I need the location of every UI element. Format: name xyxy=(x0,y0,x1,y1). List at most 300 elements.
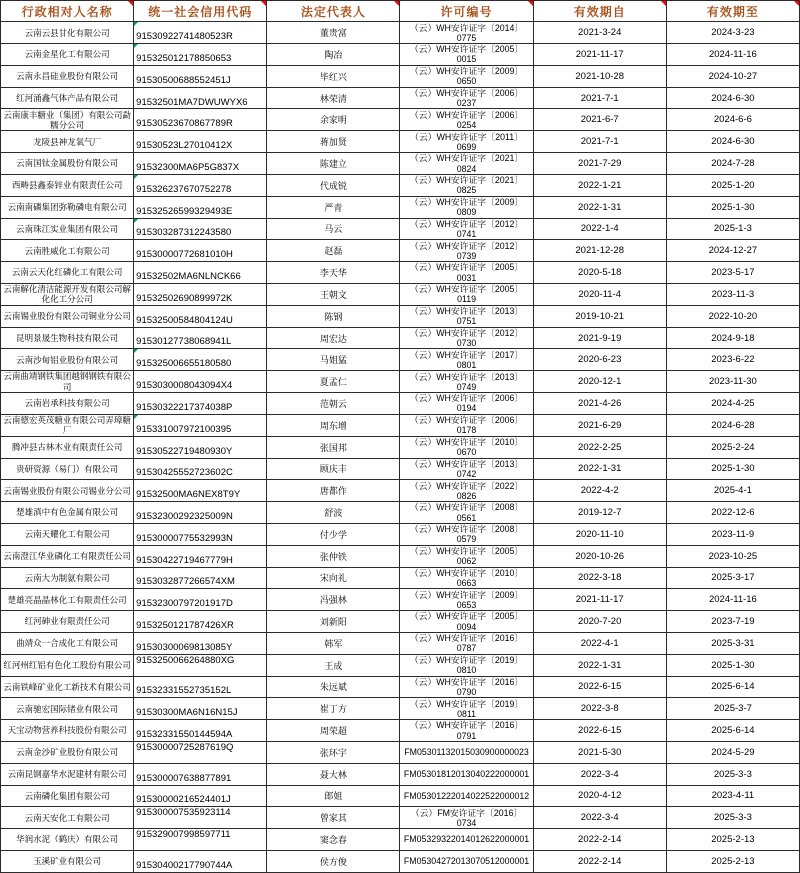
cell-credit-code xyxy=(134,676,267,698)
cell-company-name: 云南金沙矿业股份有限公司 xyxy=(1,741,134,763)
license-line2: 0787 xyxy=(456,643,477,654)
cell-license-number xyxy=(400,632,533,654)
license-line2: 0670 xyxy=(456,447,477,458)
table-row xyxy=(1,87,800,109)
cell-valid-to: 2025-3-31 xyxy=(666,632,799,654)
cell-license-number xyxy=(400,611,533,633)
table-row xyxy=(1,720,800,742)
table-header-row xyxy=(1,1,800,22)
license-line2: 0178 xyxy=(456,425,477,436)
cell-credit-code xyxy=(134,283,267,305)
credit-code-value: 91530000775532993N xyxy=(136,532,233,544)
credit-code-value: 9153032877266574XM xyxy=(136,576,235,588)
cell-company-name: 云南珠江实业集团有限公司 xyxy=(1,218,134,240)
cell-company-name: 云南沙甸铝业股份有限公司 xyxy=(1,349,134,371)
cell-valid-from: 2021-10-28 xyxy=(533,65,666,87)
cell-legal-rep: 周东增 xyxy=(267,414,400,436)
license-line2: 0579 xyxy=(456,534,477,545)
cell-license-number xyxy=(400,741,533,763)
license-line2: 0742 xyxy=(456,468,477,479)
cell-legal-rep: 严青 xyxy=(267,196,400,218)
cell-legal-rep: 陈钢 xyxy=(267,305,400,327)
cell-valid-to: 2022-10-20 xyxy=(666,305,799,327)
cell-company-name: 云南云天化红磷化工有限公司 xyxy=(1,262,134,284)
license-line1: （云）WH安许证字〔2017〕 xyxy=(409,349,524,360)
license-line1: （云）WH安许证字〔2021〕 xyxy=(409,175,524,186)
cell-credit-code xyxy=(134,87,267,109)
green-corner-marker-icon xyxy=(134,175,138,179)
cell-valid-to: 2023-5-17 xyxy=(666,262,799,284)
cell-company-name: 云南曲靖钢铁集团越钢钢铁有限公司 xyxy=(1,371,134,393)
cell-company-name: 龙陵县神龙氧气厂 xyxy=(1,131,134,153)
cell-license-number xyxy=(400,349,533,371)
cell-legal-rep: 陶冶 xyxy=(267,44,400,66)
green-corner-marker-icon xyxy=(134,44,138,48)
license-line2: 0653 xyxy=(456,599,477,610)
cell-legal-rep: 陈建立 xyxy=(267,153,400,175)
cell-legal-rep: 侯方俊 xyxy=(267,850,400,872)
cell-valid-to: 2023-11-9 xyxy=(666,523,799,545)
table-row xyxy=(1,523,800,545)
cell-valid-from: 2020-5-18 xyxy=(533,262,666,284)
license-line1: （云）WH安许证字〔2014〕 xyxy=(409,22,524,33)
cell-credit-code xyxy=(134,698,267,720)
cell-license-number xyxy=(400,676,533,698)
table-row xyxy=(1,22,800,44)
credit-code-value: 91530400217790744A xyxy=(136,860,233,872)
cell-company-name: 云南大为制氨有限公司 xyxy=(1,567,134,589)
table-row xyxy=(1,393,800,415)
cell-valid-from: 2021-12-28 xyxy=(533,240,666,262)
cell-company-name: 红河州红铝有色化工股份有限公司 xyxy=(1,654,134,676)
cell-valid-to: 2025-1-30 xyxy=(666,196,799,218)
credit-code-value: 91530000216524401J xyxy=(136,794,231,806)
credit-code-value: 91532500MA6NEX8T9Y xyxy=(136,489,241,501)
license-line1: （云）WH安许证字〔2009〕 xyxy=(409,66,524,77)
cell-license-number xyxy=(400,763,533,785)
license-line2: 0561 xyxy=(456,512,477,523)
cell-valid-from: 2020-12-1 xyxy=(533,371,666,393)
table-row xyxy=(1,785,800,807)
cell-valid-to: 2025-1-30 xyxy=(666,654,799,676)
license-line1: （云）WH安许证字〔2009〕 xyxy=(409,589,524,600)
cell-company-name: 楚雄滇中有色金属有限公司 xyxy=(1,502,134,524)
license-line1: （云）WH安许证字〔2009〕 xyxy=(409,197,524,208)
cell-credit-code xyxy=(134,65,267,87)
cell-valid-from: 2022-3-8 xyxy=(533,698,666,720)
cell-license-number xyxy=(400,196,533,218)
cell-credit-code xyxy=(134,327,267,349)
license-line2: 0826 xyxy=(456,490,477,501)
cell-credit-code xyxy=(134,371,267,393)
table-row xyxy=(1,65,800,87)
license-line2: 0790 xyxy=(456,686,477,697)
license-line1: FM05301812013040222000001 xyxy=(403,769,530,780)
cell-valid-from: 2020-11-10 xyxy=(533,523,666,545)
cell-credit-code xyxy=(134,545,267,567)
cell-valid-to: 2025-2-13 xyxy=(666,829,799,851)
red-corner-marker-icon xyxy=(128,1,133,6)
cell-company-name: 云南南磷集团弥勒磷电有限公司 xyxy=(1,196,134,218)
cell-valid-from: 2022-1-31 xyxy=(533,654,666,676)
license-line2: 0119 xyxy=(457,294,476,305)
cell-credit-code xyxy=(134,567,267,589)
cell-company-name: 云南昆钢嘉华水泥建材有限公司 xyxy=(1,763,134,785)
table-row xyxy=(1,371,800,393)
license-line1: （云）WH安许证字〔2013〕 xyxy=(409,371,524,382)
license-line1: （云）FM安许证字〔2016〕 xyxy=(410,807,523,818)
cell-legal-rep: 董贵富 xyxy=(267,22,400,44)
cell-valid-to: 2022-12-6 xyxy=(666,502,799,524)
credit-code-value: 915300007638877891 xyxy=(136,772,232,784)
table-row xyxy=(1,349,800,371)
cell-credit-code xyxy=(134,393,267,415)
cell-credit-code xyxy=(134,829,267,851)
license-line2: 0824 xyxy=(456,163,477,174)
cell-valid-to: 2023-11-3 xyxy=(666,283,799,305)
header-legal-rep: 法定代表人 xyxy=(267,1,400,22)
cell-license-number xyxy=(400,545,533,567)
cell-license-number xyxy=(400,436,533,458)
cell-license-number xyxy=(400,523,533,545)
cell-credit-code xyxy=(134,436,267,458)
cell-credit-code xyxy=(134,218,267,240)
cell-valid-to: 2023-11-30 xyxy=(666,371,799,393)
table-row xyxy=(1,567,800,589)
cell-valid-from: 2021-5-30 xyxy=(533,741,666,763)
credit-code-value: 91532526599329493E xyxy=(136,205,233,217)
cell-license-number xyxy=(400,131,533,153)
cell-license-number xyxy=(400,458,533,480)
green-corner-marker-icon xyxy=(134,349,138,353)
cell-credit-code xyxy=(134,654,267,676)
cell-license-number xyxy=(400,44,533,66)
cell-legal-rep: 聂大林 xyxy=(267,763,400,785)
cell-company-name: 云南锡业股份有限公司锡业分公司 xyxy=(1,480,134,502)
cell-company-name: 云南磷化集团有限公司 xyxy=(1,785,134,807)
table-row xyxy=(1,153,800,175)
cell-license-number xyxy=(400,65,533,87)
cell-valid-from: 2022-4-2 xyxy=(533,480,666,502)
cell-valid-from: 2022-2-14 xyxy=(533,850,666,872)
license-line2: 0775 xyxy=(456,32,477,43)
cell-credit-code xyxy=(134,720,267,742)
cell-valid-to: 2024-3-23 xyxy=(666,22,799,44)
cell-valid-to: 2025-3-3 xyxy=(666,763,799,785)
license-line1: （云）WH安许证字〔2005〕 xyxy=(409,262,524,273)
cell-credit-code xyxy=(134,611,267,633)
table-row xyxy=(1,327,800,349)
cell-legal-rep: 毕红兴 xyxy=(267,65,400,87)
cell-company-name: 云南金星化工有限公司 xyxy=(1,44,134,66)
cell-credit-code xyxy=(134,174,267,196)
license-line1: （云）WH安许证字〔2013〕 xyxy=(409,306,524,317)
cell-license-number xyxy=(400,829,533,851)
license-line1: （云）WH安许证字〔2016〕 xyxy=(409,633,524,644)
license-line2: 0811 xyxy=(457,708,476,719)
cell-legal-rep: 张仲铁 xyxy=(267,545,400,567)
header-valid-to: 有效期至 xyxy=(666,1,799,22)
credit-code-value: 9153250066264880XG xyxy=(136,654,235,666)
cell-valid-from: 2022-1-31 xyxy=(533,196,666,218)
license-line1: （云）WH安许证字〔2005〕 xyxy=(409,546,524,557)
header-credit-code: 统一社会信用代码 xyxy=(134,1,267,22)
cell-legal-rep: 马云 xyxy=(267,218,400,240)
cell-legal-rep: 朱远斌 xyxy=(267,676,400,698)
cell-company-name: 云南澄江华业磷化工有限责任公司 xyxy=(1,545,134,567)
credit-code-value: 91530000725287619Q xyxy=(136,741,234,753)
cell-credit-code xyxy=(134,44,267,66)
license-line1: （云）WH安许证字〔2016〕 xyxy=(409,720,524,731)
cell-credit-code xyxy=(134,22,267,44)
cell-valid-to: 2025-2-13 xyxy=(666,850,799,872)
cell-valid-to: 2023-4-11 xyxy=(666,785,799,807)
table-row xyxy=(1,829,800,851)
table-row xyxy=(1,763,800,785)
cell-valid-from: 2022-3-4 xyxy=(533,807,666,829)
cell-valid-from: 2020-7-20 xyxy=(533,611,666,633)
license-line1: （云）WH安许证字〔2012〕 xyxy=(409,218,524,229)
cell-company-name: 云南国钛金属股份有限公司 xyxy=(1,153,134,175)
cell-credit-code xyxy=(134,741,267,763)
red-corner-marker-icon xyxy=(261,1,266,6)
license-line2: 0062 xyxy=(456,556,477,567)
table-row xyxy=(1,44,800,66)
cell-legal-rep: 冯强林 xyxy=(267,589,400,611)
license-line1: （云）WH安许证字〔2012〕 xyxy=(409,240,524,251)
cell-credit-code xyxy=(134,240,267,262)
cell-legal-rep: 夏孟仁 xyxy=(267,371,400,393)
license-line2: 0094 xyxy=(456,621,477,632)
table-row xyxy=(1,632,800,654)
cell-legal-rep: 顾庆丰 xyxy=(267,458,400,480)
license-line2: 0825 xyxy=(456,185,477,196)
cell-credit-code xyxy=(134,305,267,327)
cell-credit-code xyxy=(134,109,267,131)
license-line2: 0801 xyxy=(456,359,477,370)
cell-legal-rep: 周荣超 xyxy=(267,720,400,742)
cell-credit-code xyxy=(134,414,267,436)
cell-valid-to: 2024-7-28 xyxy=(666,153,799,175)
cell-license-number xyxy=(400,807,533,829)
cell-legal-rep: 付少学 xyxy=(267,523,400,545)
license-line2: 0015 xyxy=(456,54,477,65)
license-line1: （云）WH安许证字〔2008〕 xyxy=(409,502,524,513)
license-line2: 0194 xyxy=(456,403,477,414)
cell-company-name: 云南锡业股份有限公司铜业分公司 xyxy=(1,305,134,327)
cell-company-name: 腾冲县古林木业有限责任公司 xyxy=(1,436,134,458)
license-line1: （云）WH安许证字〔2011〕 xyxy=(410,131,523,142)
cell-valid-to: 2024-5-29 xyxy=(666,741,799,763)
credit-code-value: 91530300069813085Y xyxy=(136,641,233,653)
cell-valid-to: 2024-6-6 xyxy=(666,109,799,131)
cell-valid-from: 2021-11-17 xyxy=(533,589,666,611)
cell-legal-rep: 代成锐 xyxy=(267,174,400,196)
cell-license-number xyxy=(400,109,533,131)
license-line1: （云）WH安许证字〔2005〕 xyxy=(409,611,524,622)
cell-valid-to: 2025-1-20 xyxy=(666,174,799,196)
cell-credit-code xyxy=(134,196,267,218)
credit-code-value: 91530500688552451J xyxy=(136,74,231,86)
license-line1: （云）WH安许证字〔2006〕 xyxy=(409,109,524,120)
cell-company-name: 西畴县鑫泰锌业有限责任公司 xyxy=(1,174,134,196)
header-license-number: 许可编号 xyxy=(400,1,533,22)
cell-license-number xyxy=(400,283,533,305)
cell-valid-to: 2025-3-3 xyxy=(666,807,799,829)
license-line2: 0031 xyxy=(456,272,477,283)
cell-license-number xyxy=(400,22,533,44)
cell-company-name: 贵研资源（易门）有限公司 xyxy=(1,458,134,480)
license-line2: 0741 xyxy=(456,228,477,239)
cell-valid-from: 2020-11-4 xyxy=(533,283,666,305)
license-line2: 0751 xyxy=(456,316,477,327)
license-line1: （云）WH安许证字〔2013〕 xyxy=(409,458,524,469)
credit-code-value: 91532300MA6P5G837X xyxy=(136,161,240,173)
cell-legal-rep: 宋向礼 xyxy=(267,567,400,589)
table-row xyxy=(1,305,800,327)
cell-valid-to: 2023-10-25 xyxy=(666,545,799,567)
table-row xyxy=(1,807,800,829)
license-line1: （云）WH安许证字〔2012〕 xyxy=(409,327,524,338)
license-line2: 0650 xyxy=(456,76,477,87)
cell-valid-to: 2024-12-27 xyxy=(666,240,799,262)
cell-company-name: 红河砷业有限责任公司 xyxy=(1,611,134,633)
cell-company-name: 云南天安化工有限公司 xyxy=(1,807,134,829)
credit-code-value: 91532300797201917D xyxy=(136,598,233,610)
table-row xyxy=(1,240,800,262)
cell-license-number xyxy=(400,589,533,611)
cell-company-name: 曲靖众一合成化工有限公司 xyxy=(1,632,134,654)
cell-company-name: 云南胜威化工有限公司 xyxy=(1,240,134,262)
cell-valid-from: 2021-11-17 xyxy=(533,44,666,66)
cell-legal-rep: 林荣清 xyxy=(267,87,400,109)
cell-valid-to: 2025-1-3 xyxy=(666,218,799,240)
cell-license-number xyxy=(400,393,533,415)
cell-credit-code xyxy=(134,131,267,153)
cell-company-name: 云南云县甘化有限公司 xyxy=(1,22,134,44)
cell-valid-to: 2025-6-14 xyxy=(666,676,799,698)
license-line2: 0699 xyxy=(456,141,477,152)
cell-company-name: 云南驰宏国际锗业有限公司 xyxy=(1,698,134,720)
license-line2: 0730 xyxy=(456,338,477,348)
cell-company-name: 云南德宏英茂糖业有限公司弄璋糖厂 xyxy=(1,414,134,436)
credit-code-value: 91530523670867789R xyxy=(136,118,233,130)
red-corner-marker-icon xyxy=(528,1,533,6)
cell-credit-code xyxy=(134,458,267,480)
credit-code-value: 915303287312243580 xyxy=(136,227,232,239)
cell-credit-code xyxy=(134,480,267,502)
table-body xyxy=(1,22,800,873)
cell-company-name: 云南永昌硅业股份有限公司 xyxy=(1,65,134,87)
red-corner-marker-icon xyxy=(661,1,666,6)
cell-valid-from: 2022-2-25 xyxy=(533,436,666,458)
credit-code-value: 9153250121787426XR xyxy=(136,619,234,631)
cell-credit-code xyxy=(134,502,267,524)
green-corner-marker-icon xyxy=(134,22,138,26)
cell-company-name: 昆明景晟生物科技有限公司 xyxy=(1,327,134,349)
license-line1: FM05301222014022522000012 xyxy=(403,790,530,801)
cell-license-number xyxy=(400,327,533,349)
license-line2: 0254 xyxy=(456,119,477,130)
license-line1: （云）WH安许证字〔2021〕 xyxy=(409,153,524,164)
cell-credit-code xyxy=(134,523,267,545)
license-line1: FM05329322014012622000001 xyxy=(403,834,530,845)
cell-company-name: 红河涌鑫气体产品有限公司 xyxy=(1,87,134,109)
cell-credit-code xyxy=(134,632,267,654)
license-line1: （云）WH安许证字〔2019〕 xyxy=(409,655,524,665)
cell-legal-rep: 舒波 xyxy=(267,502,400,524)
table-row xyxy=(1,611,800,633)
cell-valid-to: 2025-3-7 xyxy=(666,698,799,720)
table-row xyxy=(1,174,800,196)
cell-company-name: 云南岩承科技有限公司 xyxy=(1,393,134,415)
cell-valid-from: 2022-3-18 xyxy=(533,567,666,589)
cell-valid-to: 2024-6-30 xyxy=(666,131,799,153)
license-line1: （云）WH安许证字〔2005〕 xyxy=(409,44,524,55)
cell-credit-code xyxy=(134,262,267,284)
cell-valid-from: 2021-9-19 xyxy=(533,327,666,349)
license-line1: （云）WH安许证字〔2005〕 xyxy=(409,284,524,295)
table-row xyxy=(1,436,800,458)
credit-code-value: 91532331550144594A xyxy=(136,728,233,740)
cell-valid-to: 2025-3-17 xyxy=(666,567,799,589)
cell-valid-from: 2022-6-15 xyxy=(533,720,666,742)
cell-valid-to: 2025-6-14 xyxy=(666,720,799,742)
credit-code-value: 91532500584804124U xyxy=(136,314,233,326)
cell-license-number xyxy=(400,240,533,262)
cell-license-number xyxy=(400,87,533,109)
cell-valid-from: 2021-7-29 xyxy=(533,153,666,175)
credit-code-value: 9153030008043094X4 xyxy=(136,380,233,392)
license-line1: （云）WH安许证字〔2006〕 xyxy=(409,393,524,404)
cell-company-name: 云南解化清洁能源开发有限公司解化化工分公司 xyxy=(1,283,134,305)
cell-valid-from: 2021-3-24 xyxy=(533,22,666,44)
table-row xyxy=(1,545,800,567)
table-row xyxy=(1,502,800,524)
cell-valid-from: 2022-1-21 xyxy=(533,174,666,196)
cell-valid-from: 2022-1-31 xyxy=(533,458,666,480)
cell-license-number xyxy=(400,262,533,284)
cell-license-number xyxy=(400,371,533,393)
cell-credit-code xyxy=(134,589,267,611)
cell-valid-from: 2021-4-26 xyxy=(533,393,666,415)
table-row xyxy=(1,589,800,611)
cell-valid-to: 2025-1-30 xyxy=(666,458,799,480)
cell-valid-from: 2021-6-7 xyxy=(533,109,666,131)
cell-license-number xyxy=(400,305,533,327)
cell-legal-rep: 赵磊 xyxy=(267,240,400,262)
cell-credit-code xyxy=(134,763,267,785)
cell-valid-from: 2020-4-12 xyxy=(533,785,666,807)
credit-code-value: 915329007998597711 xyxy=(136,829,231,841)
cell-valid-from: 2022-1-4 xyxy=(533,218,666,240)
credit-code-value: 915325012178850653 xyxy=(136,52,232,64)
credit-code-value: 91530922741480523R xyxy=(136,31,233,43)
cell-valid-to: 2023-6-22 xyxy=(666,349,799,371)
table-row xyxy=(1,283,800,305)
credit-code-value: 91532300292325009N xyxy=(136,510,233,522)
cell-valid-to: 2025-4-1 xyxy=(666,480,799,502)
cell-company-name: 云南天耀化工有限公司 xyxy=(1,523,134,545)
cell-valid-to: 2024-4-25 xyxy=(666,393,799,415)
license-line1: （云）WH安许证字〔2019〕 xyxy=(409,698,524,709)
cell-valid-from: 2022-6-15 xyxy=(533,676,666,698)
cell-company-name: 楚雄亮晶晶林化工有限责任公司 xyxy=(1,589,134,611)
table-row xyxy=(1,850,800,872)
green-corner-marker-icon xyxy=(134,219,138,223)
credit-code-value: 91530000772681010H xyxy=(136,249,233,261)
cell-license-number xyxy=(400,567,533,589)
